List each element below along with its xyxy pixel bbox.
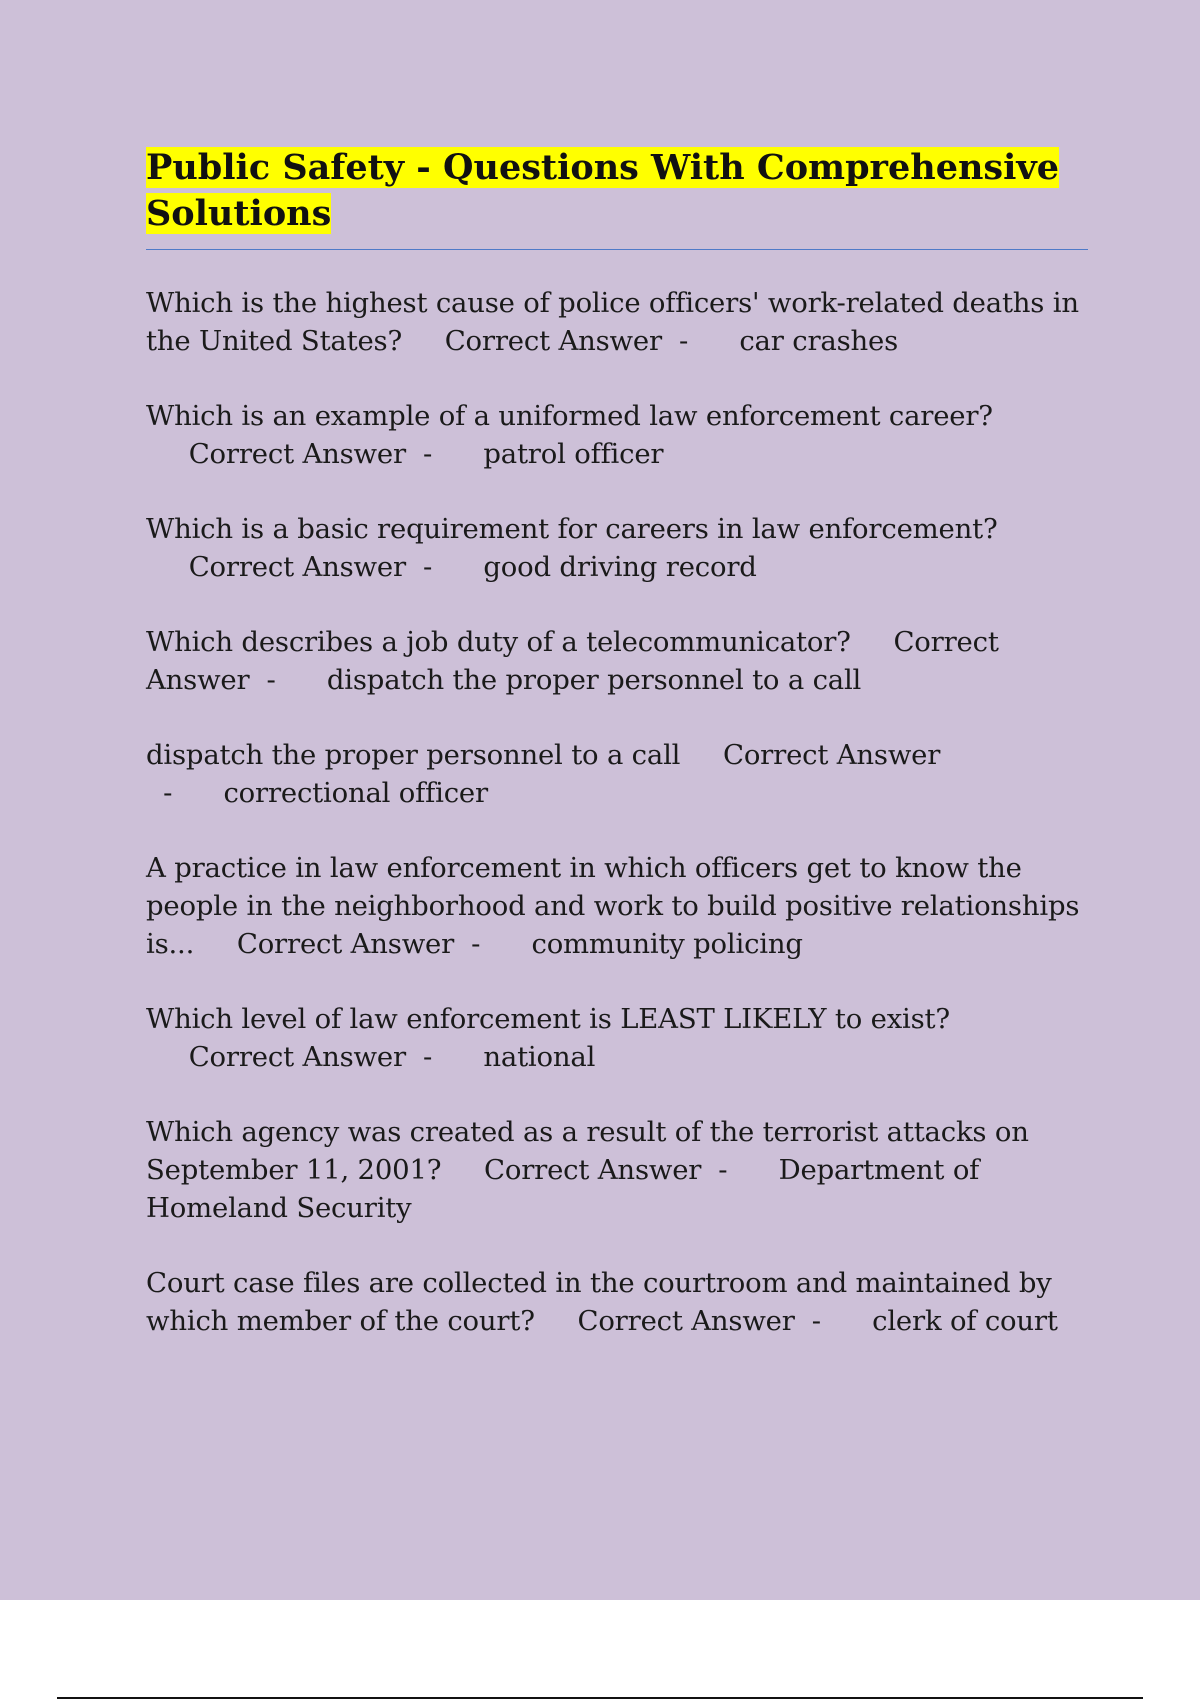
- qa-item: A practice in law enforcement in which officers get to know the people in the neighborhood and work to build positive relationships is... Correct Answer - community policing: [146, 852, 1080, 960]
- question-text: Court case files are collected in the courtroom and maintained by which member of the court?: [146, 1267, 1052, 1337]
- answer-label: Correct Answer: [484, 1154, 702, 1186]
- answer-text: clerk of court: [872, 1305, 1058, 1337]
- answer-text: good driving record: [483, 551, 757, 583]
- question-text: Which is the highest cause of police officers' work-related deaths in the United States?: [146, 287, 1079, 357]
- qa-item: Court case files are collected in the courtroom and maintained by which member of the court? Correct Answer - clerk of court: [146, 1267, 1058, 1337]
- answer-text: car crashes: [739, 325, 898, 357]
- document-title: Public Safety - Questions With Comprehensive Solutions: [146, 147, 1060, 234]
- answer-text: dispatch the proper personnel to a call: [326, 664, 862, 696]
- answer-label: Correct Answer: [236, 928, 455, 960]
- title-block: [146, 145, 1088, 250]
- answer-text: Department of Homeland Security: [146, 1154, 980, 1224]
- question-text: dispatch the proper personnel to a call: [146, 739, 681, 771]
- qa-item: Which agency was created as a result of the terrorist attacks on September 11, 2001? Correct Answer - Department of Homeland Security: [146, 1116, 1029, 1224]
- question-text: Which is an example of a uniformed law enforcement career?: [146, 400, 993, 432]
- answer-text: community policing: [531, 928, 803, 960]
- question-text: Which describes a job duty of a telecommunicator?: [146, 626, 851, 658]
- qa-list: [146, 284, 1088, 1340]
- qa-item: Which is a basic requirement for careers in law enforcement? Correct Answer - good driving record: [146, 513, 998, 583]
- answer-label: Correct Answer: [146, 626, 999, 696]
- answer-text: correctional officer: [223, 777, 488, 809]
- question-text: Which level of law enforcement is LEAST LIKELY to exist?: [146, 1003, 950, 1035]
- qa-item: Which level of law enforcement is LEAST LIKELY to exist? Correct Answer - national: [146, 1003, 950, 1073]
- question-text: Which agency was created as a result of the terrorist attacks on September 11, 2001?: [146, 1116, 1029, 1186]
- qa-item: Which is the highest cause of police officers' work-related deaths in the United States? Correct Answer - car crashes: [146, 287, 1079, 357]
- answer-text: national: [483, 1041, 596, 1073]
- footer-rule: [57, 1697, 1143, 1699]
- document-content: [146, 145, 1088, 1377]
- answer-label: Correct Answer: [444, 325, 662, 357]
- answer-label: Correct Answer: [188, 438, 406, 470]
- answer-label: Correct Answer: [722, 739, 941, 771]
- answer-label: Correct Answer: [188, 551, 406, 583]
- question-text: A practice in law enforcement in which officers get to know the people in the neighborhood and work to build positive relationships is...: [146, 852, 1080, 960]
- qa-item: Which is an example of a uniformed law enforcement career? Correct Answer - patrol officer: [146, 400, 993, 470]
- qa-item: dispatch the proper personnel to a call Correct Answer - correctional officer: [146, 739, 941, 809]
- answer-text: patrol officer: [483, 438, 664, 470]
- qa-item: Which describes a job duty of a telecommunicator? Correct Answer - dispatch the proper personnel to a call: [146, 626, 999, 696]
- question-text: Which is a basic requirement for careers in law enforcement?: [146, 513, 998, 545]
- answer-label: Correct Answer: [577, 1305, 795, 1337]
- answer-label: Correct Answer: [188, 1041, 406, 1073]
